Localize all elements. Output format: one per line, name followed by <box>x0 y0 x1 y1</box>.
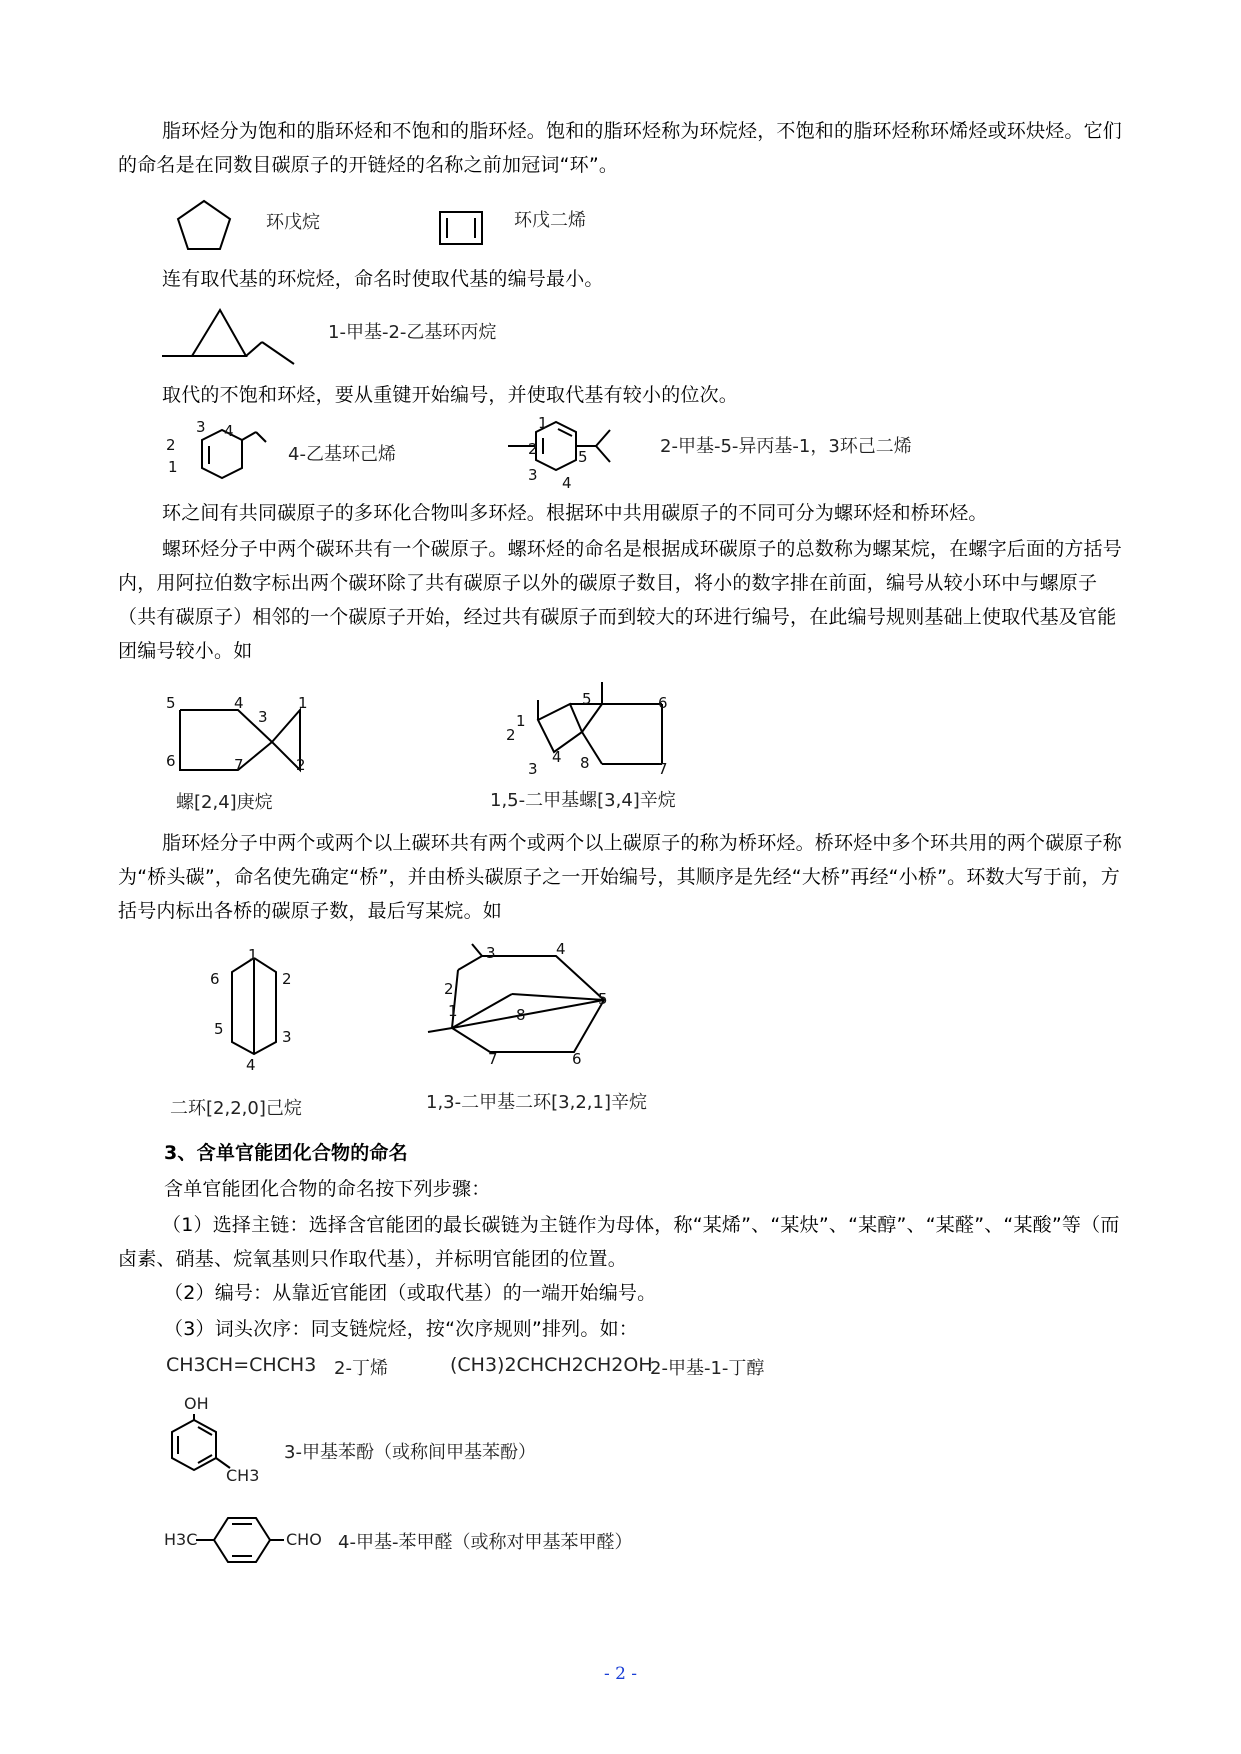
locant-6: 6 <box>166 752 176 770</box>
paragraph-substituted-cycloalkane: 连有取代基的环烷烃，命名时使取代基的编号最小。 <box>162 268 604 290</box>
methyl-ethyl-cyclopropane-structure <box>160 306 310 366</box>
locant-3: 3 <box>282 1028 292 1046</box>
dimethyl-spiro-octane-structure <box>514 680 674 780</box>
tolualdehyde-name: 4-甲基-苯甲醛（或称对甲基苯甲醛） <box>338 1532 633 1553</box>
cyclopentadiene-label: 环戊二烯 <box>514 210 586 231</box>
locant-1: 1 <box>248 946 258 964</box>
locant-5: 5 <box>578 448 588 466</box>
locant-5: 5 <box>598 990 608 1008</box>
paragraph-alicyclic-intro: 脂环烃分为饱和的脂环烃和不饱和的脂环烃。饱和的脂环烃称为环烷烃，不饱和的脂环烃称环烯烃或环炔烃。它们的命名是在同数目碳原子的开链烃的名称之前加冠词“环”。 <box>118 120 1123 176</box>
locant-3: 3 <box>258 708 268 726</box>
locant-7: 7 <box>658 760 668 778</box>
locant-1: 1 <box>298 694 308 712</box>
locant-8: 8 <box>516 1006 526 1024</box>
locant-4: 4 <box>552 748 562 766</box>
cresol-oh: OH <box>184 1394 209 1413</box>
locant-1: 1 <box>516 712 526 730</box>
locant-2: 2 <box>506 726 516 744</box>
cresol-ch3: CH3 <box>226 1466 260 1485</box>
locant-2: 2 <box>528 440 538 458</box>
locant-3: 3 <box>528 760 538 778</box>
step-3-prefix-order: （3）词头次序：同支链烷烃，按“次序规则”排列。如： <box>164 1318 638 1340</box>
tolualdehyde-h3c: H3C <box>164 1530 198 1549</box>
tolualdehyde-cho: CHO <box>286 1530 322 1549</box>
spiro-heptane-label: 螺[2,4]庚烷 <box>176 792 273 813</box>
locant-1: 1 <box>538 414 548 432</box>
locant-2: 2 <box>282 970 292 988</box>
locant-2: 2 <box>444 980 454 998</box>
locant-5: 5 <box>166 694 176 712</box>
step-2-numbering: （2）编号：从靠近官能团（或取代基）的一端开始编号。 <box>164 1282 657 1304</box>
locant-4: 4 <box>234 694 244 712</box>
locant-4: 4 <box>246 1056 256 1074</box>
butanol-name: 2-甲基-1-丁醇 <box>650 1358 765 1379</box>
bicyclo-hexane-label: 二环[2,2,0]己烷 <box>170 1098 302 1119</box>
cyclopentane-label: 环戊烷 <box>266 212 320 233</box>
methyl-ethyl-cyclopropane-label: 1-甲基-2-乙基环丙烷 <box>328 322 497 343</box>
locant-4: 4 <box>556 940 566 958</box>
locant-2: 2 <box>166 436 176 454</box>
locant-3: 3 <box>528 466 538 484</box>
dimethyl-bicyclo-octane-label: 1,3-二甲基二环[3,2,1]辛烷 <box>426 1092 647 1113</box>
locant-7: 7 <box>234 756 244 774</box>
locant-5: 5 <box>582 690 592 708</box>
locant-1: 1 <box>168 458 178 476</box>
cyclopentane-structure <box>168 197 248 257</box>
locant-8: 8 <box>580 754 590 772</box>
cyclopentadiene-structure <box>432 200 492 252</box>
butene-formula: CH3CH=CHCH3 <box>166 1354 317 1376</box>
ethyl-cyclohexene-label: 4-乙基环己烯 <box>288 444 396 465</box>
butanol-formula: (CH3)2CHCH2CH2OH <box>450 1354 653 1376</box>
locant-6: 6 <box>210 970 220 988</box>
paragraph-bridged: 脂环烃分子中两个或两个以上碳环共有两个或两个以上碳原子的称为桥环烃。桥环烃中多个环共用的两个碳原子称为“桥头碳”，命名使先确定“桥”，并由桥头碳原子之一开始编号，其顺序是先经“大桥”再经“小桥”。环数大写于前，方括号内标出各桥的碳原子数，最后写某烷。如 <box>118 832 1123 922</box>
tolualdehyde-structure <box>194 1512 294 1572</box>
locant-7: 7 <box>488 1050 498 1068</box>
locant-2: 2 <box>296 756 306 774</box>
step-1-main-chain: （1）选择主链：选择含官能团的最长碳链为主链作为母体，称“某烯”、“某炔”、“某醇”、“某醛”、“某酸”等（而卤素、硝基、烷氧基则只作取代基），并标明官能团的位置。 <box>118 1214 1120 1270</box>
page-number: - 2 - <box>603 1664 638 1684</box>
methyl-isopropyl-cyclohexadiene-label: 2-甲基-5-异丙基-1，3环己二烯 <box>660 436 912 457</box>
locant-3: 3 <box>486 944 496 962</box>
locant-4: 4 <box>562 474 572 492</box>
paragraph-unsaturated-ring: 取代的不饱和环烃，要从重键开始编号，并使取代基有较小的位次。 <box>162 384 739 406</box>
paragraph-steps-intro: 含单官能团化合物的命名按下列步骤： <box>164 1178 491 1200</box>
dimethyl-spiro-octane-label: 1,5-二甲基螺[3,4]辛烷 <box>490 790 676 811</box>
locant-4: 4 <box>224 422 234 440</box>
locant-1: 1 <box>448 1002 458 1020</box>
cresol-name: 3-甲基苯酚（或称间甲基苯酚） <box>284 1442 536 1463</box>
locant-3: 3 <box>196 418 206 436</box>
paragraph-spiro: 螺环烃分子中两个碳环共有一个碳原子。螺环烃的命名是根据成环碳原子的总数称为螺某烷，在螺字后面的方括号内，用阿拉伯数字标出两个碳环除了共有碳原子以外的碳原子数目，将小的数字排在前面，编号从较小环中与螺原子（共有碳原子）相邻的一个碳原子开始，经过共有碳原子而到较大的环进行编号，在此编号规则基础上使取代基及官能团编号较小。如 <box>118 538 1123 662</box>
locant-6: 6 <box>658 694 668 712</box>
locant-5: 5 <box>214 1020 224 1038</box>
paragraph-polycyclic: 环之间有共同碳原子的多环化合物叫多环烃。根据环中共用碳原子的不同可分为螺环烃和桥环烃。 <box>162 502 988 524</box>
butene-name: 2-丁烯 <box>334 1358 388 1379</box>
section-heading-single-functional: 3、含单官能团化合物的命名 <box>164 1142 408 1164</box>
locant-6: 6 <box>572 1050 582 1068</box>
